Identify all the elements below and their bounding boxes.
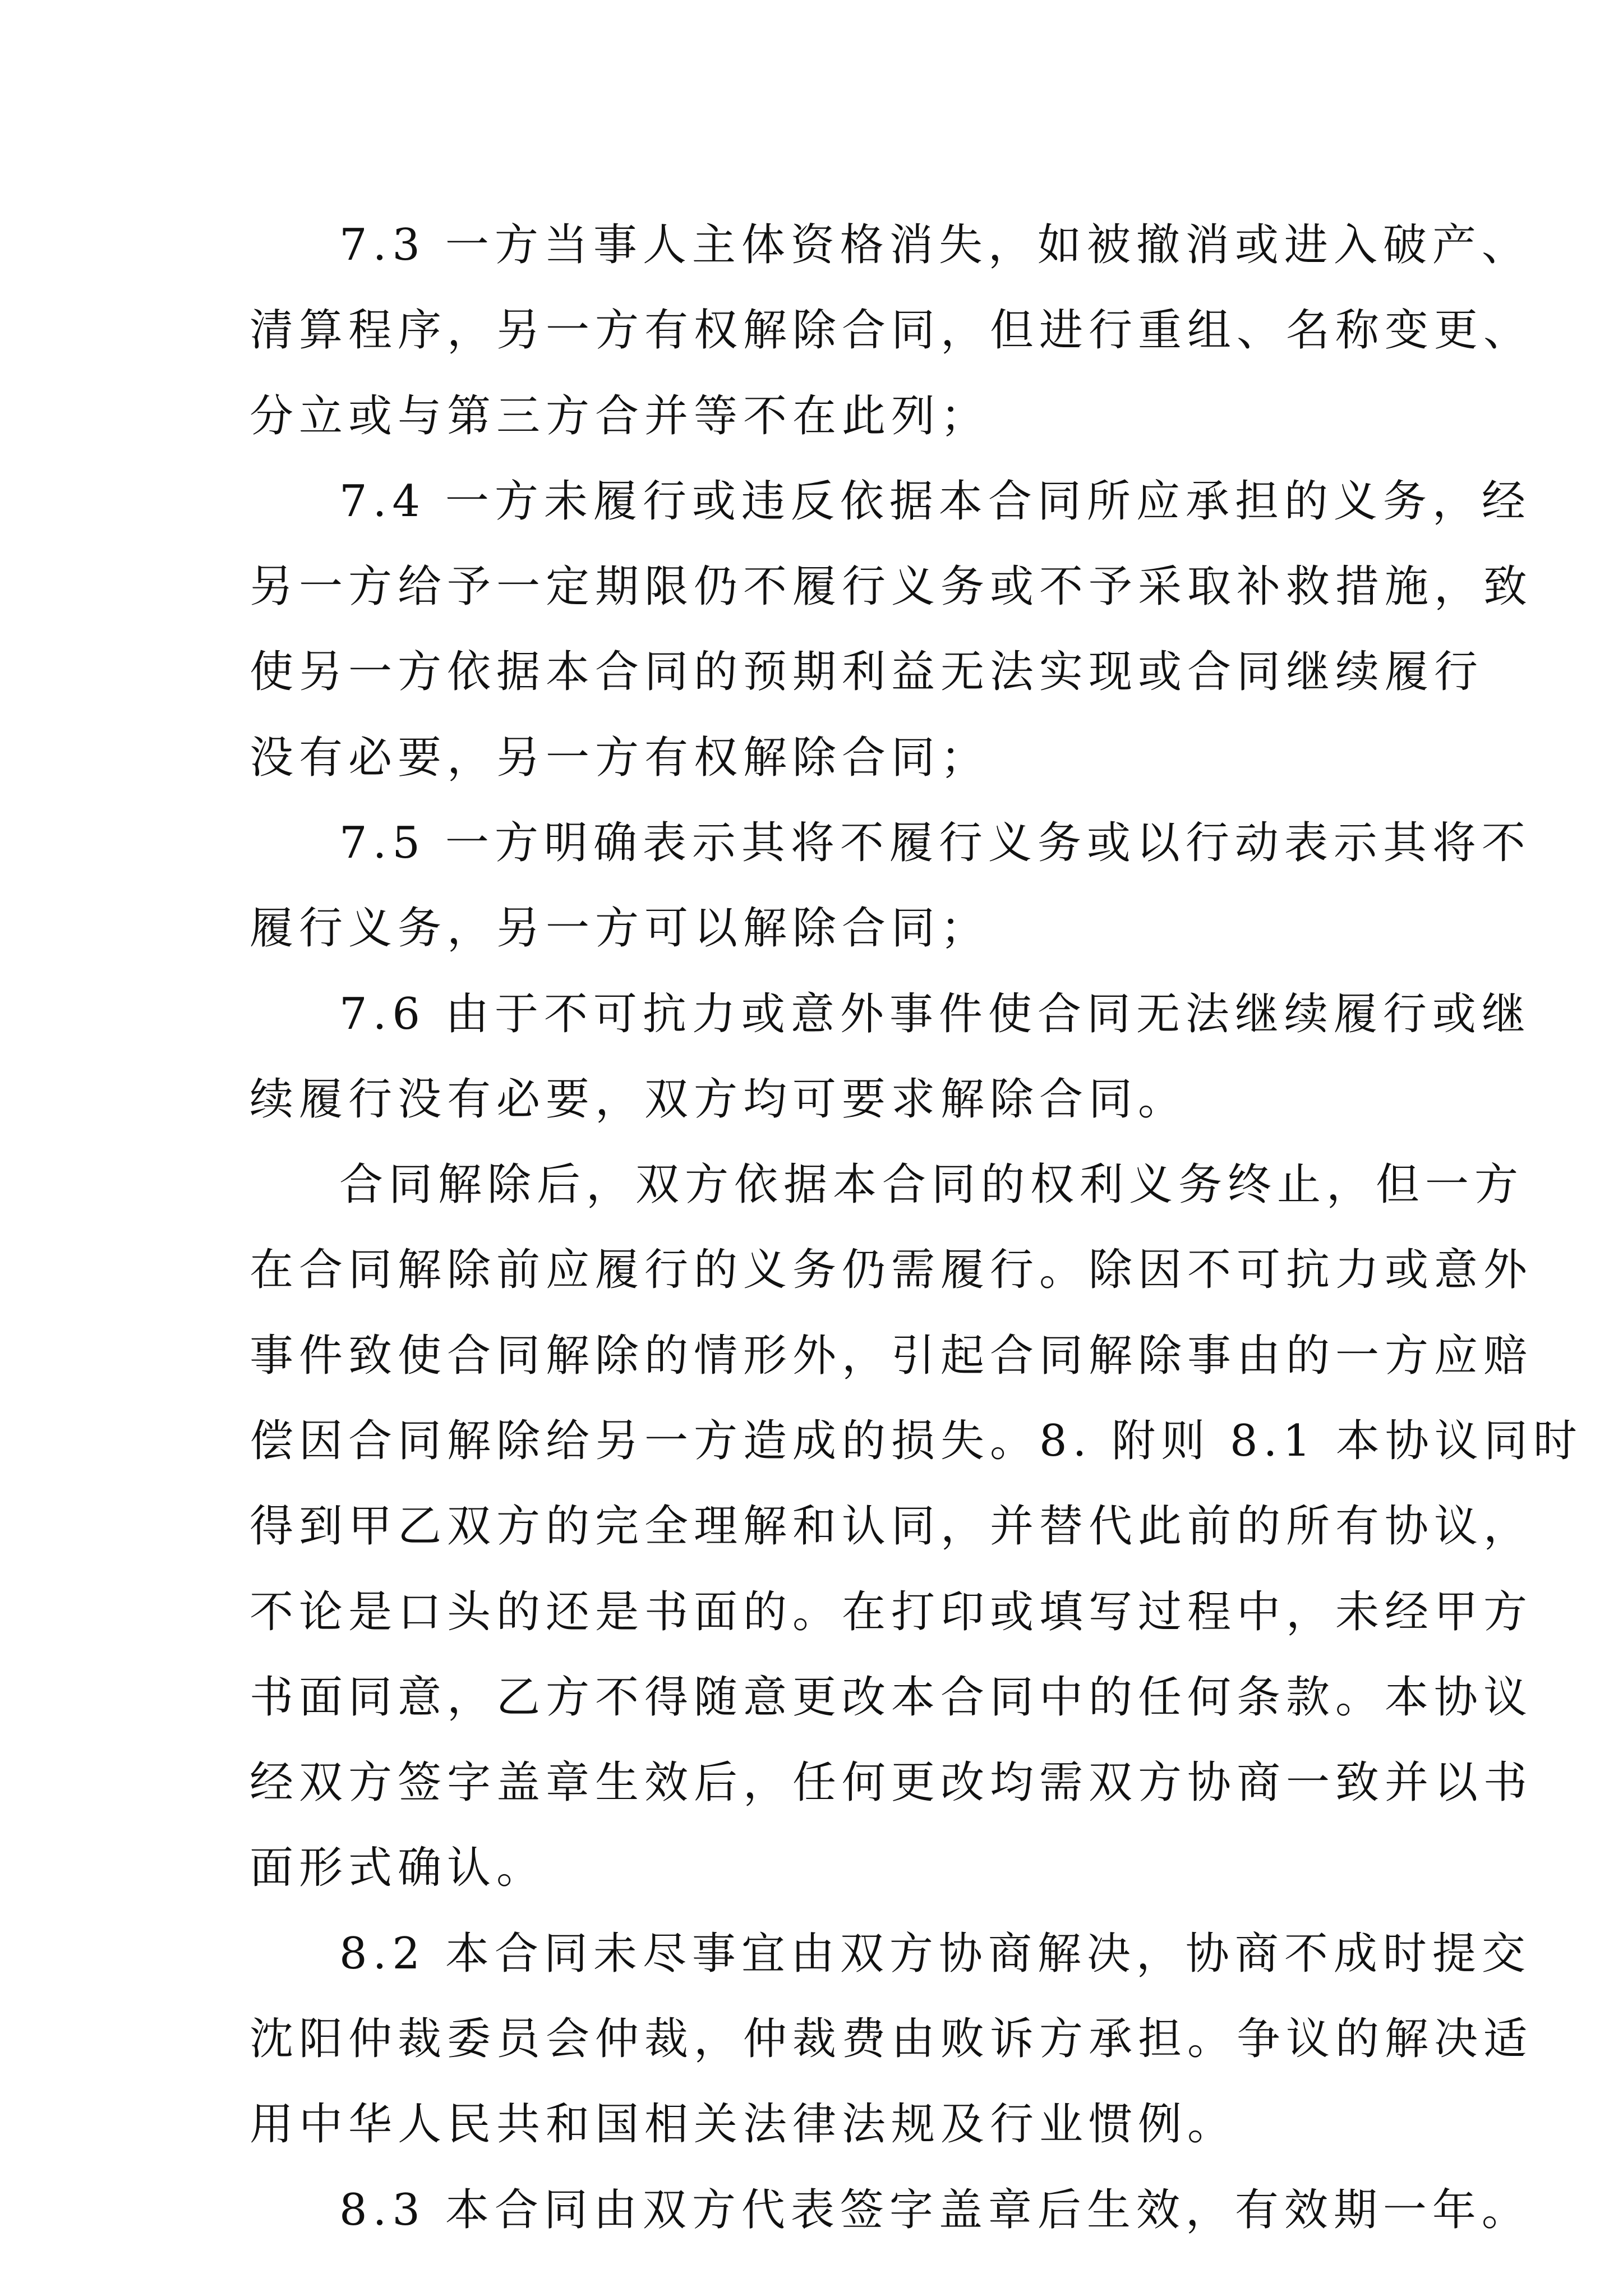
text-line: 分立或与第三方合并等不在此列； bbox=[250, 391, 990, 441]
text-line: 7.4 一方未履行或违反依据本合同所应承担的义务，经 bbox=[339, 476, 1531, 527]
text-line: 清算程序，另一方有权解除合同，但进行重组、名称变更、 bbox=[250, 305, 1533, 356]
text-line: 7.5 一方明确表示其将不履行义务或以行动表示其将不 bbox=[339, 818, 1531, 868]
text-line: 面形式确认。 bbox=[250, 1843, 546, 1893]
text-line: 使另一方依据本合同的预期利益无法实现或合同继续履行 bbox=[250, 647, 1484, 697]
text-line: 合同解除后，双方依据本合同的权利义务终止，但一方 bbox=[339, 1159, 1524, 1210]
text-line: 7.6 由于不可抗力或意外事件使合同无法继续履行或继 bbox=[339, 989, 1531, 1039]
text-line: 7.3 一方当事人主体资格消失，如被撤消或进入破产、 bbox=[339, 220, 1531, 270]
text-line: 不论是口头的还是书面的。在打印或填写过程中，未经甲方 bbox=[250, 1587, 1533, 1637]
text-line: 8.2 本合同未尽事宜由双方协商解决，协商不成时提交 bbox=[339, 1929, 1531, 1979]
text-line: 另一方给予一定期限仍不履行义务或不予采取补救措施，致 bbox=[250, 562, 1533, 612]
text-line: 没有必要，另一方有权解除合同； bbox=[250, 733, 990, 783]
text-line: 得到甲乙双方的完全理解和认同，并替代此前的所有协议， bbox=[250, 1501, 1533, 1552]
text-line: 续履行没有必要，双方均可要求解除合同。 bbox=[250, 1074, 1188, 1125]
text-line: 事件致使合同解除的情形外，引起合同解除事由的一方应赔 bbox=[250, 1331, 1533, 1381]
text-line: 沈阳仲裁委员会仲裁，仲裁费由败诉方承担。争议的解决适 bbox=[250, 2014, 1533, 2064]
text-line: 经双方签字盖章生效后，任何更改均需双方协商一致并以书 bbox=[250, 1757, 1533, 1808]
text-line: 书面同意，乙方不得随意更改本合同中的任何条款。本协议 bbox=[250, 1672, 1533, 1723]
text-line: 在合同解除前应履行的义务仍需履行。除因不可抗力或意外 bbox=[250, 1245, 1533, 1295]
text-line: 8.3 本合同由双方代表签字盖章后生效，有效期一年。 bbox=[339, 2185, 1531, 2235]
text-line: 用中华人民共和国相关法律法规及行业惯例。 bbox=[250, 2099, 1237, 2150]
text-line: 履行义务，另一方可以解除合同； bbox=[250, 903, 990, 954]
text-line: 偿因合同解除给另一方造成的损失。8. 附则 8.1 本协议同时 bbox=[250, 1416, 1583, 1466]
